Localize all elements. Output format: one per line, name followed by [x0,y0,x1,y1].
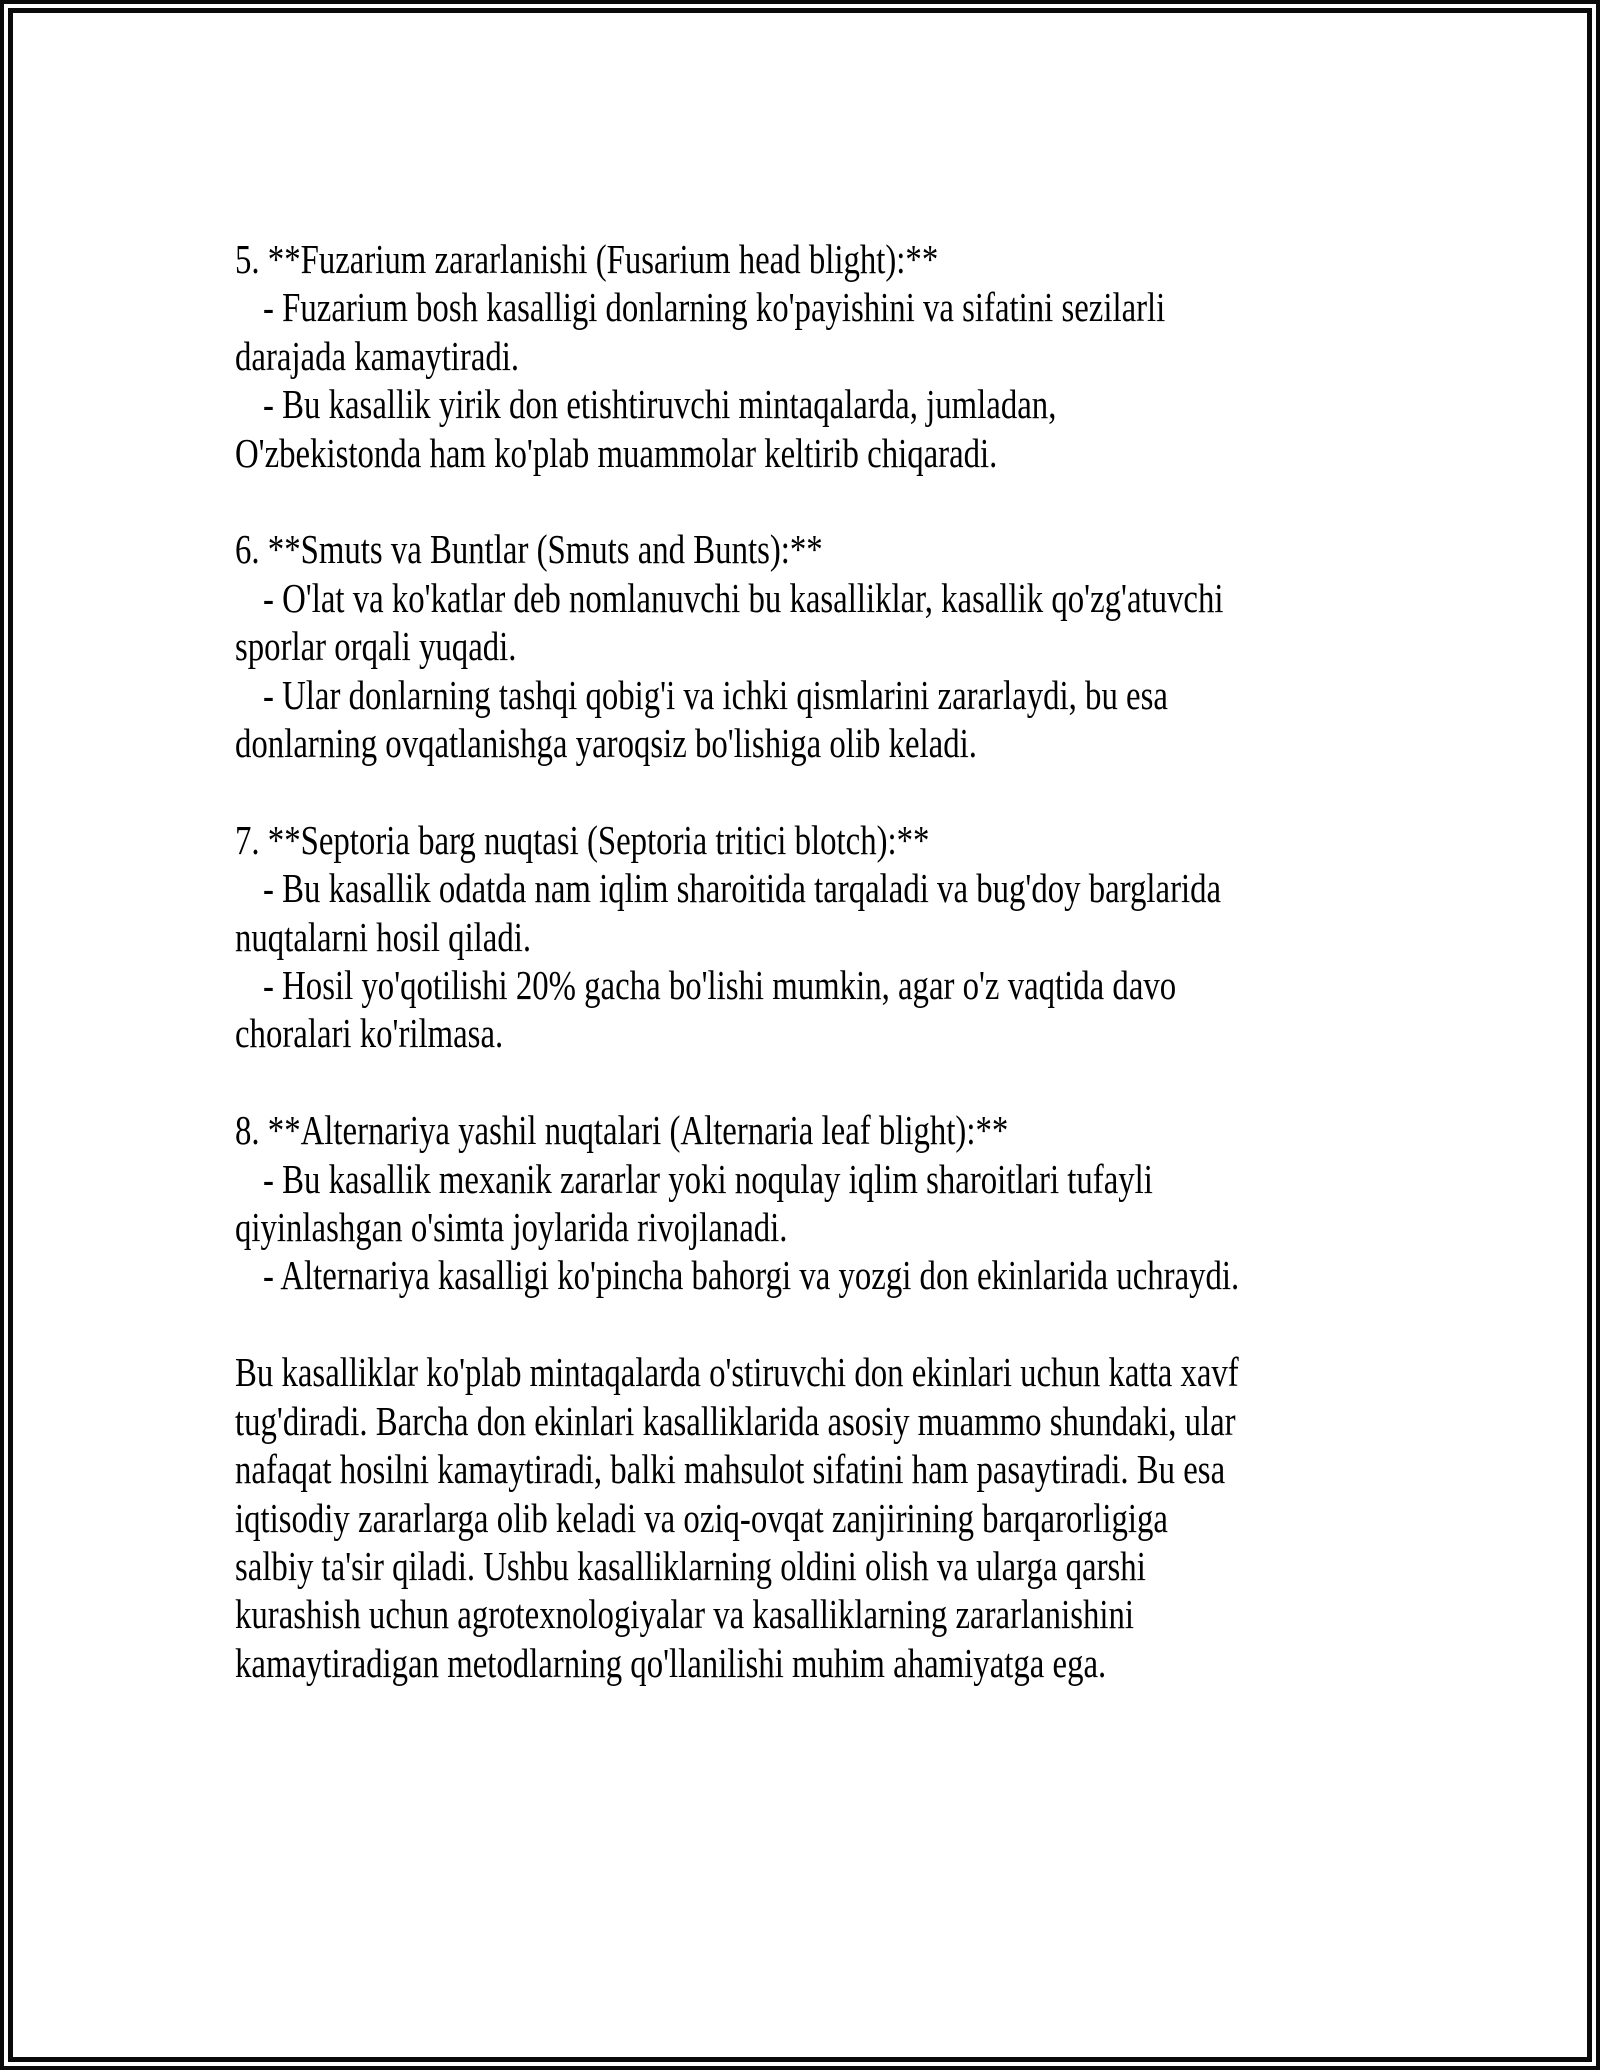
text-line: - Bu kasallik odatda nam iqlim sharoitida tarqaladi va bug'doy barglarida [263,865,1222,912]
text-line: choralari ko'rilmasa. [235,1010,504,1057]
text-line: Bu kasalliklar ko'plab mintaqalarda o'stiruvchi don ekinlari uchun katta xavf [235,1349,1239,1396]
text-line: nafaqat hosilni kamaytiradi, balki mahsulot sifatini ham pasaytiradi. Bu esa [235,1446,1226,1493]
text-line: - O'lat va ko'katlar deb nomlanuvchi bu kasalliklar, kasallik qo'zg'atuvchi [263,574,1224,621]
text-line: - Bu kasallik mexanik zararlar yoki noqulay iqlim sharoitlari tufayli [263,1155,1153,1202]
text-line: O'zbekistonda ham ko'plab muammolar keltirib chiqaradi. [235,429,998,476]
section-septoria [235,816,1395,1058]
text-line: 5. **Fuzarium zararlanishi (Fusarium head blight):** [235,236,939,282]
text-line: darajada kamaytiradi. [235,332,520,379]
text-line: qiyinlashgan o'simta joylarida rivojlanadi. [235,1204,788,1251]
text-line: 8. **Alternariya yashil nuqtalari (Alternaria leaf blight):** [235,1107,1009,1154]
section-smuts [235,525,1395,767]
text-line: 6. **Smuts va Buntlar (Smuts and Bunts):** [235,526,823,573]
section-conclusion [235,1348,1395,1687]
text-line: - Alternariya kasalligi ko'pincha bahorgi va yozgi don ekinlarida uchraydi. [263,1252,1240,1299]
text-line: - Fuzarium bosh kasalligi donlarning ko'payishini va sifatini sezilarli [263,284,1166,331]
section-fuzarium [235,235,1395,477]
page-border [8,8,1592,2062]
text-line: kurashish uchun agrotexnologiyalar va kasalliklarning zararlanishini [235,1591,1134,1638]
text-line: nuqtalarni hosil qiladi. [235,913,532,960]
text-line: 7. **Septoria barg nuqtasi (Septoria tritici blotch):** [235,816,930,863]
document-content [235,235,1395,1736]
text-line: - Hosil yo'qotilishi 20% gacha bo'lishi mumkin, agar o'z vaqtida davo [263,962,1177,1009]
text-line: - Ular donlarning tashqi qobig'i va ichki qismlarini zararlaydi, bu esa [263,671,1168,718]
text-line: tug'diradi. Barcha don ekinlari kasalliklarida asosiy muammo shundaki, ular [235,1397,1236,1444]
text-line: donlarning ovqatlanishga yaroqsiz bo'lishiga olib keladi. [235,720,977,767]
section-alternaria [235,1106,1395,1300]
text-line: salbiy ta'sir qiladi. Ushbu kasalliklarning oldini olish va ularga qarshi [235,1542,1146,1589]
text-line: kamaytiradigan metodlarning qo'llanilishi muhim ahamiyatga ega. [235,1639,1107,1686]
text-line: - Bu kasallik yirik don etishtiruvchi mintaqalarda, jumladan, [263,381,1057,428]
text-line: iqtisodiy zararlarga olib keladi va oziq-ovqat zanjirining barqarorligiga [235,1494,1168,1541]
text-line: sporlar orqali yuqadi. [235,623,517,670]
